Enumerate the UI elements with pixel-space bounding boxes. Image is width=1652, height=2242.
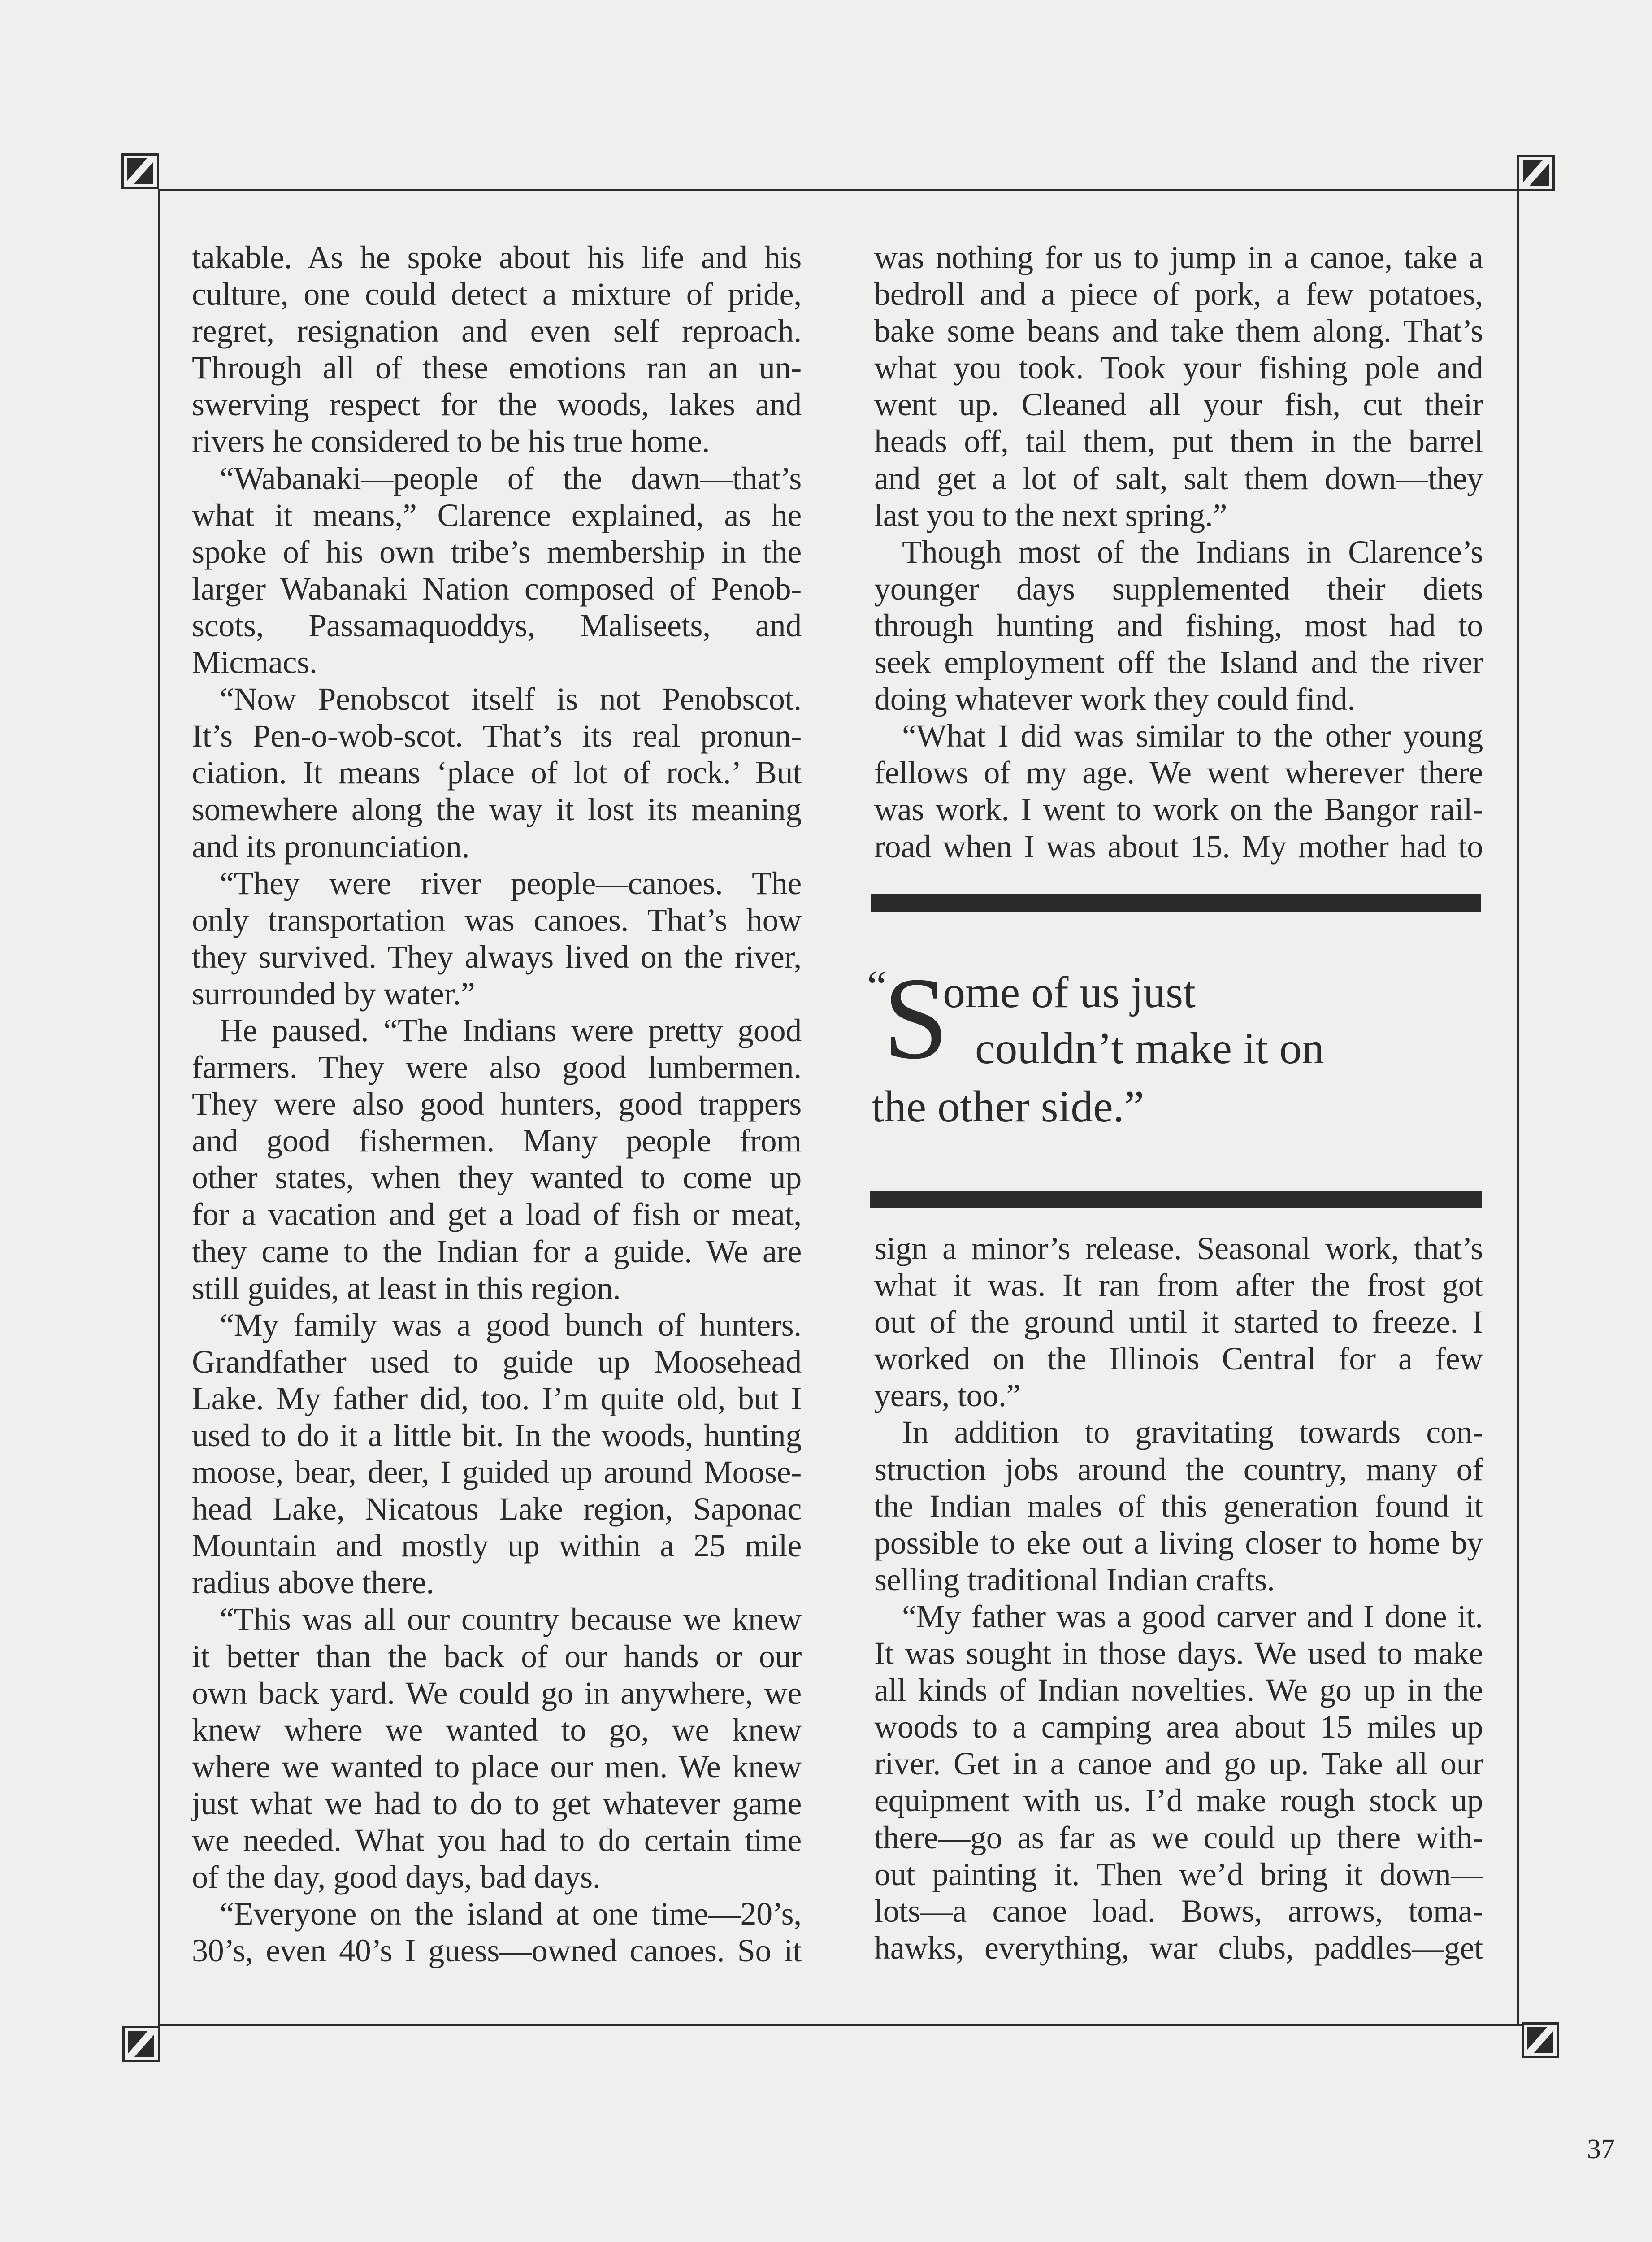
corner-ornament-top-right bbox=[1517, 155, 1555, 191]
text-line: it better than the back of our hands or our bbox=[192, 1638, 802, 1674]
text-line: spoke of his own tribe’s membership in the bbox=[192, 534, 802, 570]
text-line: Lake. My father did, too. I’m quite old, but I bbox=[192, 1380, 802, 1416]
text-line: scots, Passamaquoddys, Maliseets, and bbox=[192, 607, 802, 643]
text-line: was work. I went to work on the Bangor rail- bbox=[874, 791, 1483, 828]
text-line: “My family was a good bunch of hunters. bbox=[220, 1307, 802, 1343]
pull-quote-top-rule bbox=[871, 894, 1481, 912]
text-line: sign a minor’s release. Seasonal work, that’s bbox=[874, 1230, 1483, 1266]
text-line: was nothing for us to jump in a canoe, take a bbox=[874, 239, 1483, 275]
pull-quote-line-2: couldn’t make it on bbox=[975, 1023, 1324, 1073]
right-column-top bbox=[874, 239, 1483, 865]
text-line: other states, when they wanted to come up bbox=[192, 1160, 802, 1196]
text-line: bedroll and a piece of pork, a few potatoes, bbox=[874, 276, 1483, 313]
text-line: Mountain and mostly up within a 25 mile bbox=[192, 1528, 802, 1564]
right-column-bottom bbox=[874, 1230, 1483, 1966]
text-line: head Lake, Nicatous Lake region, Saponac bbox=[192, 1491, 802, 1527]
text-line: they survived. They always lived on the river, bbox=[192, 939, 802, 975]
text-line: In addition to gravitating towards con- bbox=[902, 1414, 1483, 1451]
text-line: takable. As he spoke about his life and his bbox=[192, 239, 802, 275]
text-line: went up. Cleaned all your fish, cut their bbox=[874, 387, 1483, 423]
frame-left-line bbox=[158, 189, 160, 2026]
page-number: 37 bbox=[1587, 2134, 1615, 2164]
text-line: “Everyone on the island at one time—20’s, bbox=[220, 1896, 802, 1932]
text-line: “My father was a good carver and I done it. bbox=[902, 1598, 1483, 1634]
text-line: “Now Penobscot itself is not Penobscot. bbox=[220, 681, 802, 717]
text-line: and good fishermen. Many people from bbox=[192, 1123, 802, 1159]
text-line: and its pronunciation. bbox=[192, 828, 470, 865]
text-line: there—go as far as we could up there with- bbox=[874, 1819, 1483, 1855]
text-line: They were also good hunters, good trappers bbox=[192, 1086, 802, 1122]
text-line: Though most of the Indians in Clarence’s bbox=[902, 534, 1483, 570]
text-line: worked on the Illinois Central for a few bbox=[874, 1341, 1483, 1377]
text-line: 30’s, even 40’s I guess—owned canoes. So it bbox=[192, 1933, 802, 1969]
text-line: seek employment off the Island and the river bbox=[874, 644, 1483, 681]
text-line: Grandfather used to guide up Moosehead bbox=[192, 1343, 802, 1380]
frame-top-line bbox=[159, 189, 1519, 191]
text-line: selling traditional Indian crafts. bbox=[874, 1561, 1275, 1598]
text-line: what it means,” Clarence explained, as he bbox=[192, 497, 802, 533]
text-line: we needed. What you had to do certain time bbox=[192, 1822, 802, 1859]
frame-right-line bbox=[1517, 189, 1519, 2024]
text-line: they came to the Indian for a guide. We are bbox=[192, 1233, 802, 1269]
text-line: for a vacation and get a load of fish or meat, bbox=[192, 1196, 802, 1233]
text-line: doing whatever work they could find. bbox=[874, 681, 1355, 717]
text-line: farmers. They were also good lumbermen. bbox=[192, 1049, 802, 1086]
text-line: river. Get in a canoe and go up. Take all our bbox=[874, 1746, 1483, 1782]
text-line: culture, one could detect a mixture of pride, bbox=[192, 276, 802, 313]
text-line: bake some beans and take them along. That’s bbox=[874, 313, 1483, 349]
left-column bbox=[192, 239, 802, 1969]
text-line: used to do it a little bit. In the woods, hunting bbox=[192, 1417, 802, 1453]
text-line: last you to the next spring.” bbox=[874, 497, 1227, 533]
text-line: It’s Pen-o-wob-scot. That’s its real pronun- bbox=[192, 718, 802, 754]
corner-ornament-bottom-right bbox=[1522, 2022, 1559, 2058]
text-line: the Indian males of this generation found it bbox=[874, 1488, 1483, 1524]
text-line: years, too.” bbox=[874, 1377, 1021, 1414]
text-line: heads off, tail them, put them in the barrel bbox=[874, 423, 1483, 460]
text-line: possible to eke out a living closer to home by bbox=[874, 1525, 1483, 1561]
text-line: just what we had to do to get whatever game bbox=[192, 1785, 802, 1821]
text-line: Micmacs. bbox=[192, 644, 317, 681]
text-line: “They were river people—canoes. The bbox=[220, 865, 802, 901]
text-line: woods to a camping area about 15 miles up bbox=[874, 1709, 1483, 1745]
pull-quote-open-mark: “ bbox=[867, 961, 887, 1011]
text-line: regret, resignation and even self reproach. bbox=[192, 313, 802, 349]
text-line: rivers he considered to be his true home. bbox=[192, 423, 710, 460]
diagonal-split-square-icon bbox=[1519, 157, 1552, 189]
text-line: what it was. It ran from after the frost got bbox=[874, 1267, 1483, 1303]
text-line: what you took. Took your fishing pole and bbox=[874, 350, 1483, 386]
text-line: Through all of these emotions ran an un- bbox=[192, 350, 802, 386]
pull-quote-line-1: ome of us just bbox=[943, 967, 1196, 1017]
text-line: still guides, at least in this region. bbox=[192, 1270, 621, 1306]
text-line: only transportation was canoes. That’s how bbox=[192, 902, 802, 938]
text-line: ciation. It means ‘place of lot of rock.’ But bbox=[192, 755, 802, 791]
text-line: larger Wabanaki Nation composed of Penob- bbox=[192, 570, 802, 607]
text-line: struction jobs around the country, many of bbox=[874, 1451, 1483, 1487]
text-line: It was sought in those days. We used to make bbox=[874, 1635, 1483, 1672]
text-line: where we wanted to place our men. We knew bbox=[192, 1748, 802, 1785]
pull-quote-bottom-rule bbox=[870, 1191, 1482, 1208]
text-line: “Wabanaki—people of the dawn—that’s bbox=[220, 460, 802, 496]
text-line: equipment with us. I’d make rough stock up bbox=[874, 1782, 1483, 1819]
diagonal-split-square-icon bbox=[1524, 2025, 1557, 2056]
text-line: through hunting and fishing, most had to bbox=[874, 607, 1483, 643]
text-line: surrounded by water.” bbox=[192, 975, 475, 1012]
text-line: “This was all our country because we knew bbox=[220, 1601, 802, 1638]
text-line: younger days supplemented their diets bbox=[874, 570, 1483, 607]
corner-ornament-top-left bbox=[121, 153, 159, 189]
text-line: hawks, everything, war clubs, paddles—get bbox=[874, 1929, 1483, 1966]
text-line: road when I was about 15. My mother had to bbox=[874, 828, 1483, 865]
diagonal-split-square-icon bbox=[124, 156, 157, 187]
text-line: somewhere along the way it lost its meaning bbox=[192, 791, 802, 828]
text-line: swerving respect for the woods, lakes and bbox=[192, 387, 802, 423]
text-line: “What I did was similar to the other young bbox=[902, 718, 1483, 754]
text-line: radius above there. bbox=[192, 1564, 434, 1601]
text-line: fellows of my age. We went wherever there bbox=[874, 755, 1483, 791]
text-line: out painting it. Then we’d bring it down— bbox=[874, 1856, 1483, 1892]
pull-quote-drop-cap: S bbox=[883, 953, 949, 1083]
pull-quote-line-3: the other side.” bbox=[872, 1082, 1145, 1131]
frame-bottom-line bbox=[159, 2024, 1522, 2026]
text-line: lots—a canoe load. Bows, arrows, toma- bbox=[874, 1893, 1483, 1929]
text-line: own back yard. We could go in anywhere, we bbox=[192, 1675, 802, 1711]
text-line: of the day, good days, bad days. bbox=[192, 1859, 601, 1895]
text-line: all kinds of Indian novelties. We go up in the bbox=[874, 1672, 1483, 1708]
text-line: moose, bear, deer, I guided up around Moose- bbox=[192, 1454, 802, 1490]
text-line: out of the ground until it started to freeze. I bbox=[874, 1304, 1483, 1340]
text-line: He paused. “The Indians were pretty good bbox=[220, 1012, 802, 1048]
diagonal-split-square-icon bbox=[125, 2028, 158, 2060]
text-line: knew where we wanted to go, we knew bbox=[192, 1712, 802, 1748]
corner-ornament-bottom-left bbox=[122, 2026, 160, 2062]
text-line: and get a lot of salt, salt them down—they bbox=[874, 460, 1483, 496]
